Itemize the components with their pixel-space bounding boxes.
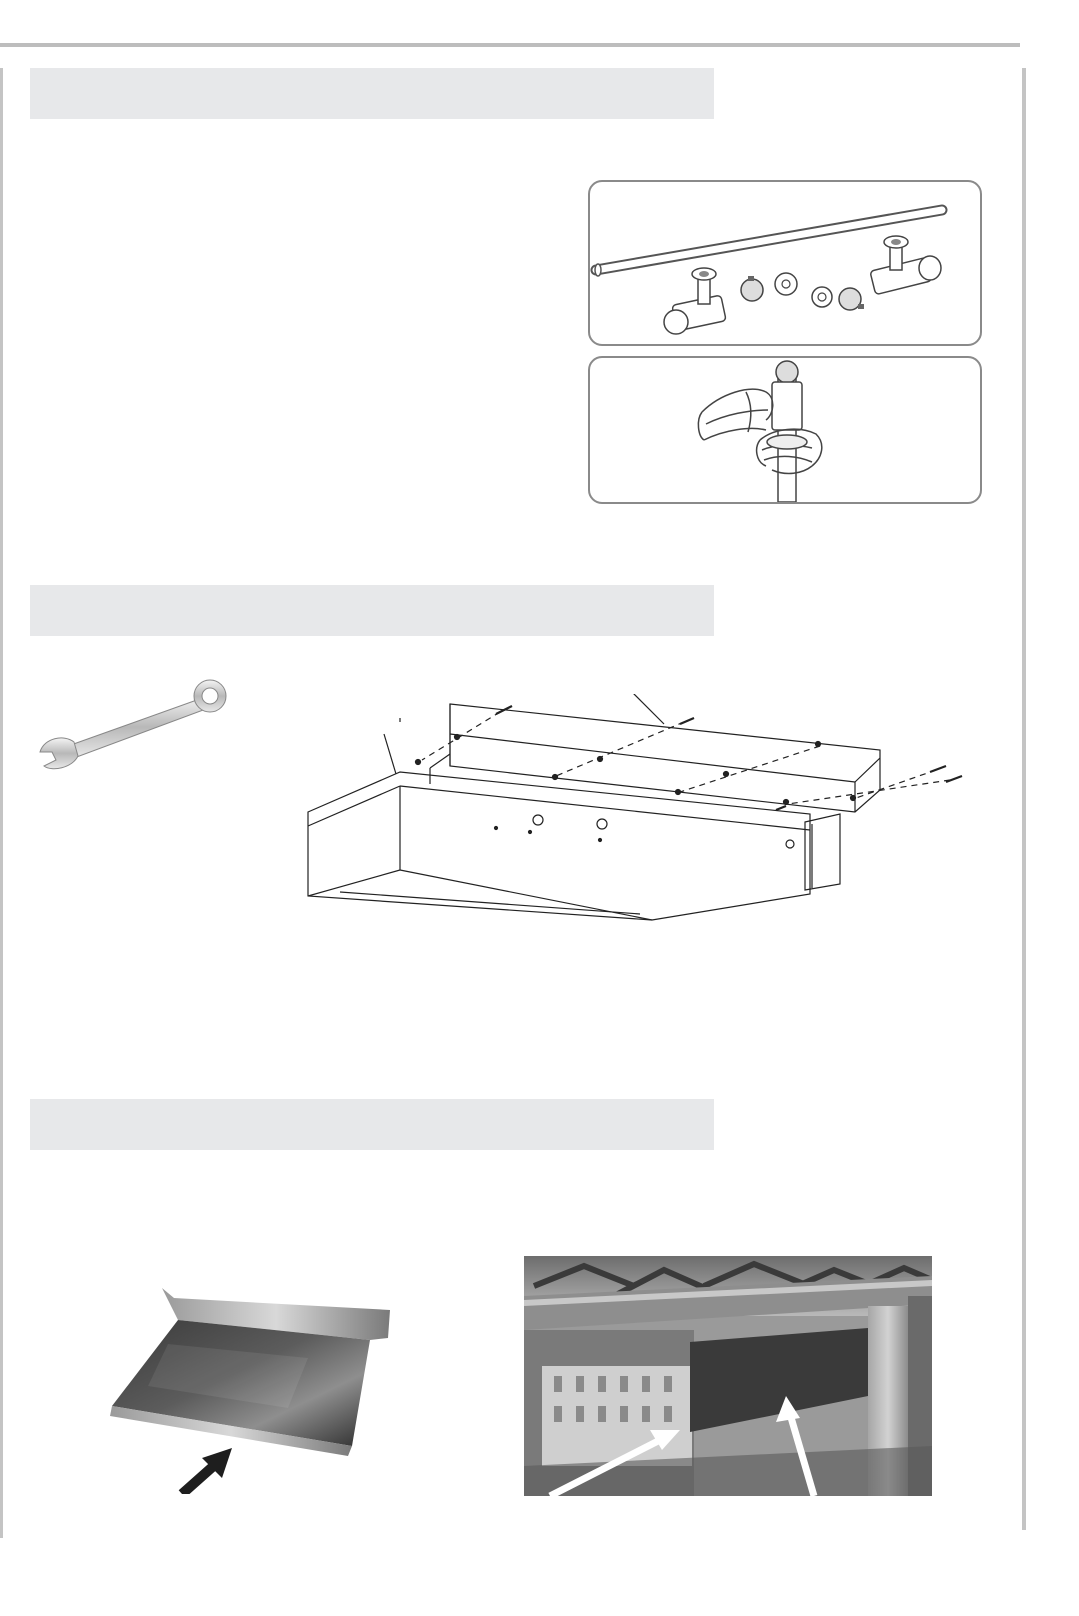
section-1-heading-bar bbox=[30, 68, 714, 119]
left-hand bbox=[698, 389, 772, 440]
pipe-fittings-figure bbox=[588, 180, 982, 346]
wrench-icon bbox=[38, 676, 228, 780]
fitting-washer-right bbox=[812, 287, 832, 307]
right-margin-rule bbox=[1022, 68, 1026, 1530]
base-unit-figure bbox=[300, 694, 990, 944]
dark-arrow-icon bbox=[182, 1448, 232, 1494]
installed-panel-photo bbox=[524, 1256, 932, 1496]
stainless-panel-photo bbox=[108, 1288, 408, 1494]
fitting-nut-right bbox=[839, 288, 864, 310]
fitting-washer-left bbox=[775, 273, 797, 295]
left-tee-fitting bbox=[664, 268, 726, 334]
right-tee-fitting bbox=[870, 236, 941, 295]
hand-tightening-diagram bbox=[590, 358, 980, 502]
top-rule bbox=[0, 43, 1020, 47]
wrench-figure bbox=[38, 676, 228, 780]
section-2-heading-bar bbox=[30, 585, 714, 636]
installed-photo-figure bbox=[524, 1256, 932, 1496]
pipe-fittings-diagram bbox=[590, 182, 980, 344]
hand-assembly-figure bbox=[588, 356, 982, 504]
left-margin-rule bbox=[0, 68, 3, 1538]
section-3-heading-bar bbox=[30, 1099, 714, 1150]
fitting-nut-left bbox=[741, 276, 763, 301]
panel-photo-figure bbox=[108, 1288, 408, 1494]
base-assembly-drawing bbox=[300, 694, 990, 944]
